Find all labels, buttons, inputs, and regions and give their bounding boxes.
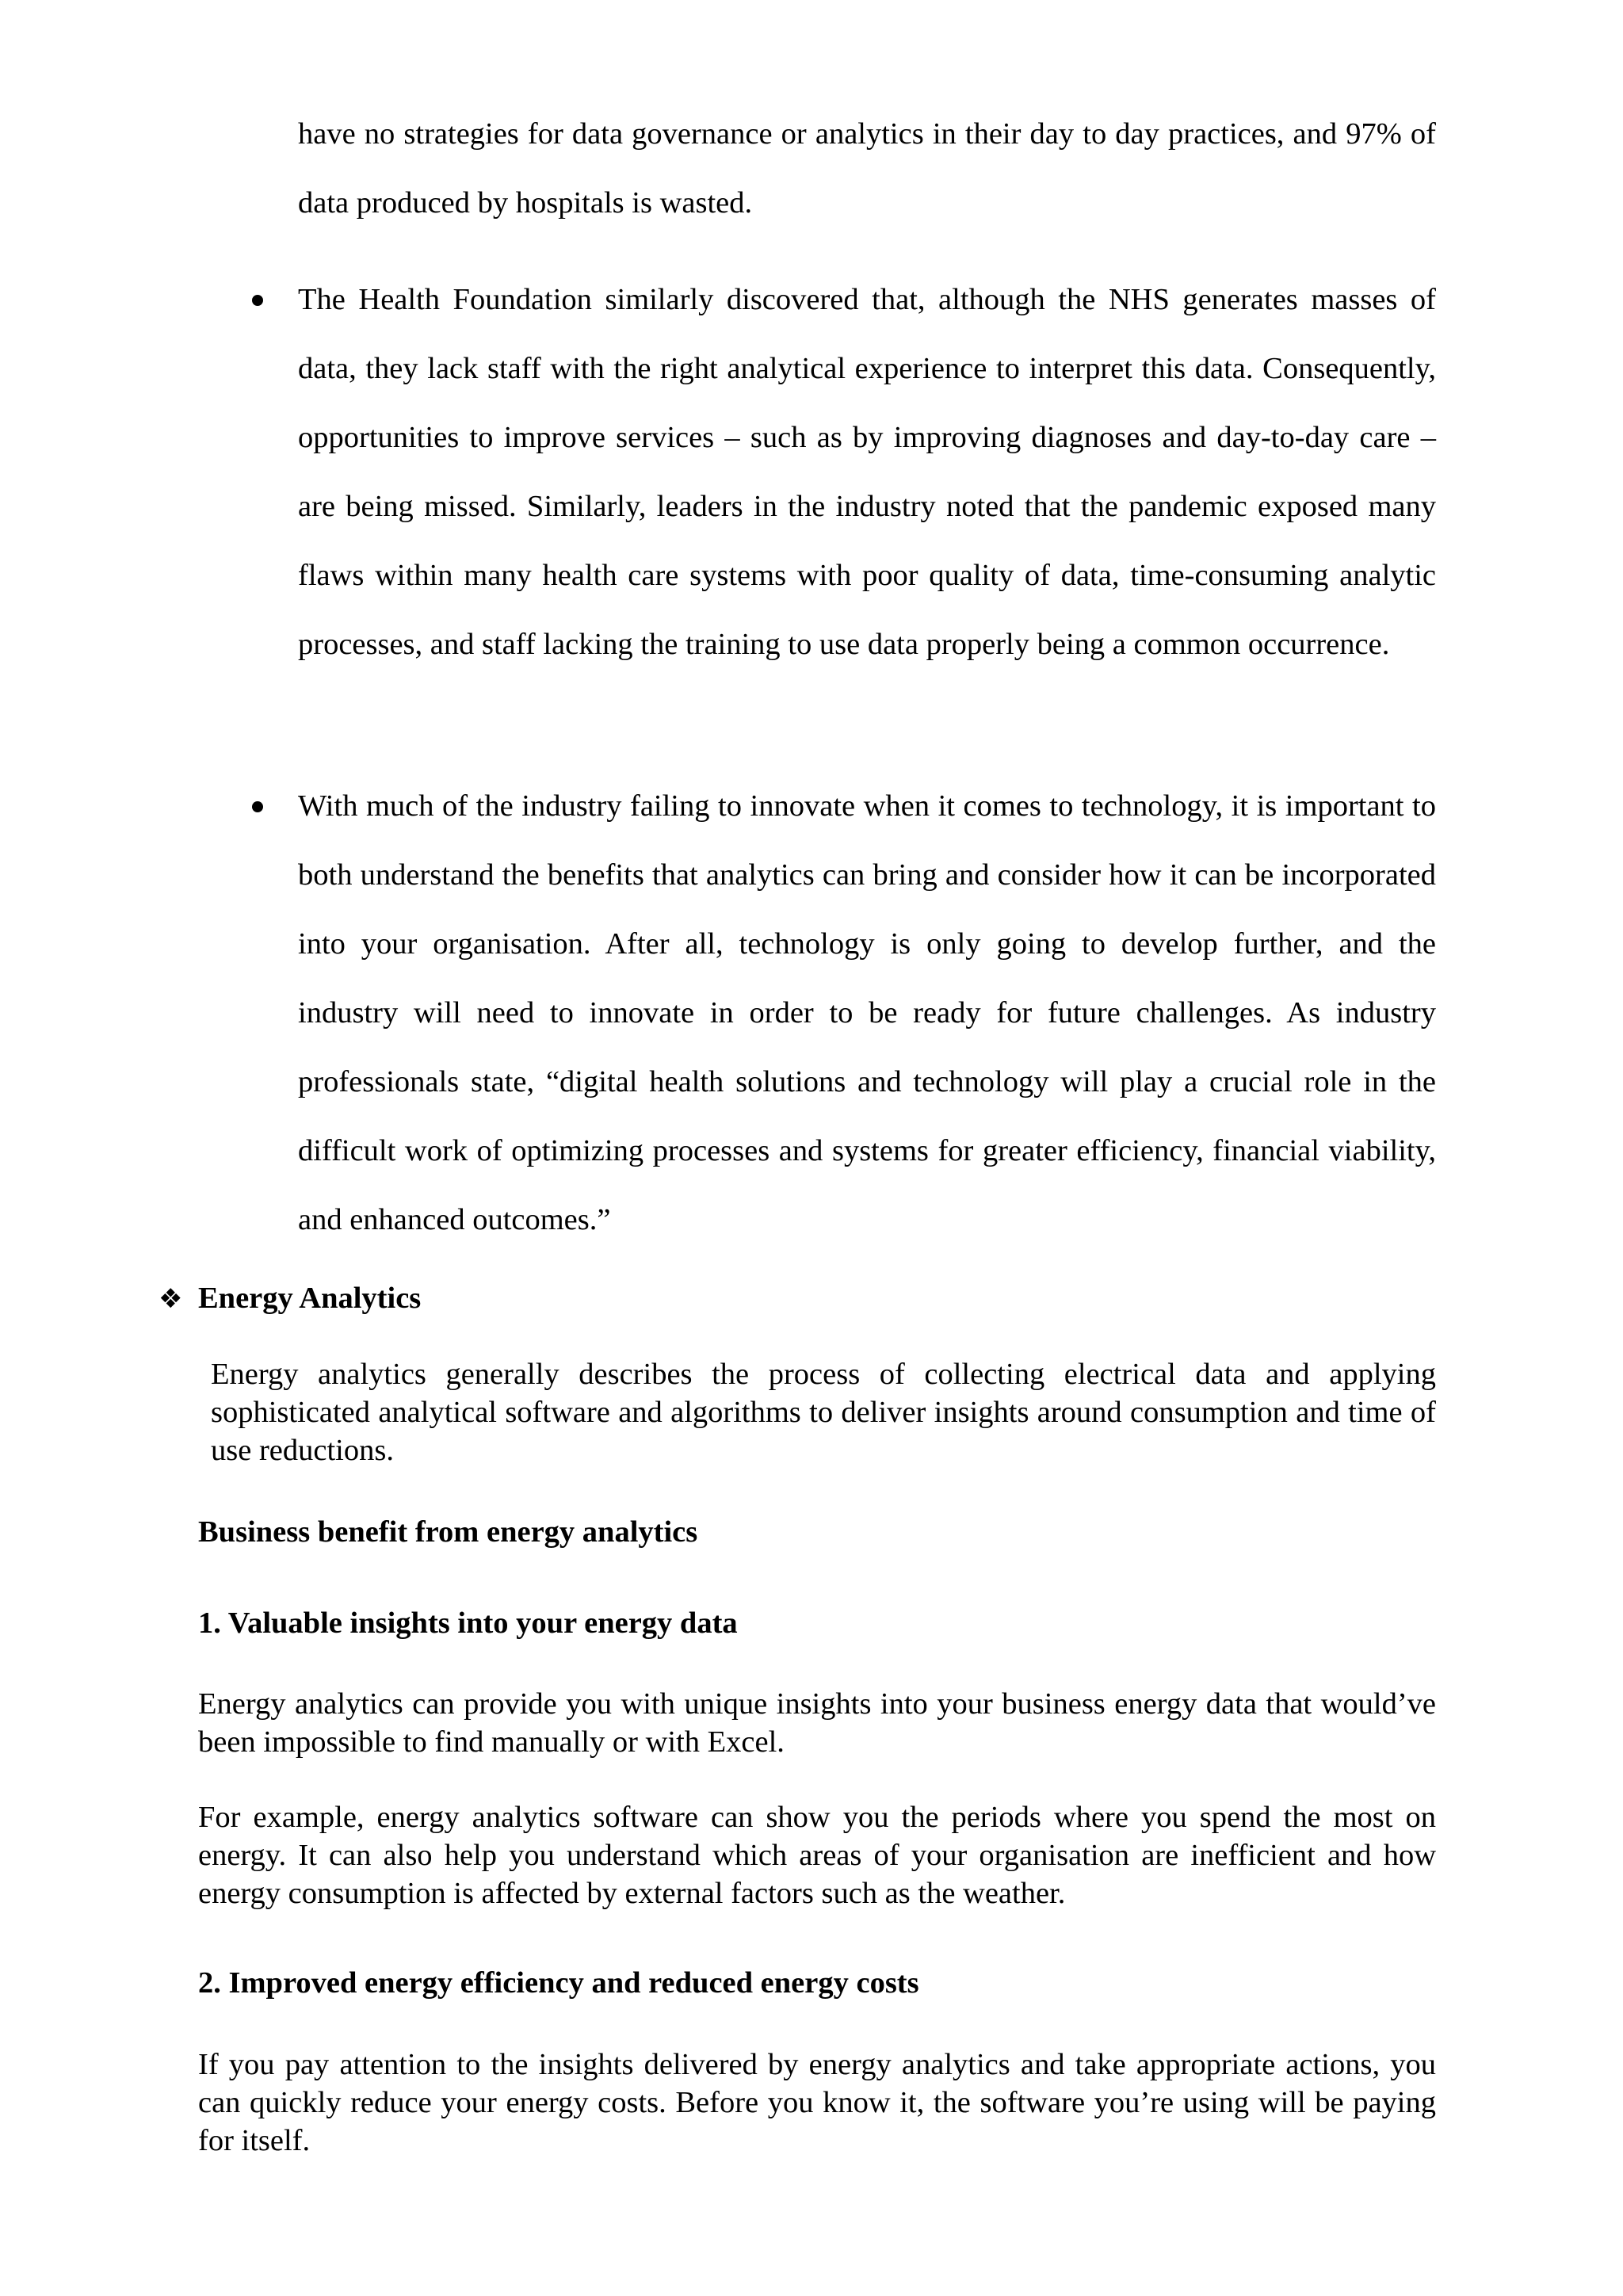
section-title: Energy Analytics: [198, 1282, 422, 1315]
subheading: Business benefit from energy analytics: [198, 1515, 698, 1549]
bullet-icon: [252, 801, 263, 812]
list-item: The Health Foundation similarly discovered that, although the NHS generates masses of data, they lack staff with the right analytical experience to interpret this data. Consequently, opportunities to improve services – such as by improving diagnoses and day-to-day care – are being missed. Similarly, leaders in the industry noted that the pandemic exposed many flaws within many health care systems with poor quality of data, time-consuming analytic processes, and staff lacking the training to use data properly being a common occurrence.: [298, 283, 1436, 661]
benefit-heading-1: 1. Valuable insights into your energy data: [198, 1606, 738, 1640]
bullet-icon: [252, 295, 263, 306]
benefit-1-paragraph-1: Energy analytics can provide you with unique insights into your business energy data that would’ve been impossible to find manually or with Excel.: [198, 1687, 1436, 1759]
benefit-2-paragraph-1: If you pay attention to the insights delivered by energy analytics and take appropriate actions, you can quickly reduce your energy costs. Before you know it, the software you’re using will be paying for itself.: [198, 2048, 1436, 2157]
benefit-1-paragraph-2: For example, energy analytics software can show you the periods where you spend the most on energy. It can also help you understand which areas of your organisation are inefficient and how energy consumption is affected by external factors such as the weather.: [198, 1801, 1436, 1910]
section-intro: Energy analytics generally describes the process of collecting electrical data and applying sophisticated analytical software and algorithms to deliver insights around consumption and time of use reductions.: [211, 1358, 1436, 1467]
list-item-continuation: have no strategies for data governance or analytics in their day to day practices, and 97% of data produced by hospitals is wasted.: [298, 117, 1436, 220]
diamond-bullet-icon: ❖: [158, 1283, 183, 1315]
benefit-heading-2: 2. Improved energy efficiency and reduced energy costs: [198, 1966, 919, 2000]
list-item: With much of the industry failing to innovate when it comes to technology, it is important to both understand the benefits that analytics can bring and consider how it can be incorporated into your organisation. After all, technology is only going to develop further, and the industry will need to innovate in order to be ready for future challenges. As industry professionals state, “digital health solutions and technology will play a crucial role in the difficult work of optimizing processes and systems for greater efficiency, financial viability, and enhanced outcomes.”: [298, 789, 1436, 1236]
section-heading: [158, 1274, 421, 1323]
